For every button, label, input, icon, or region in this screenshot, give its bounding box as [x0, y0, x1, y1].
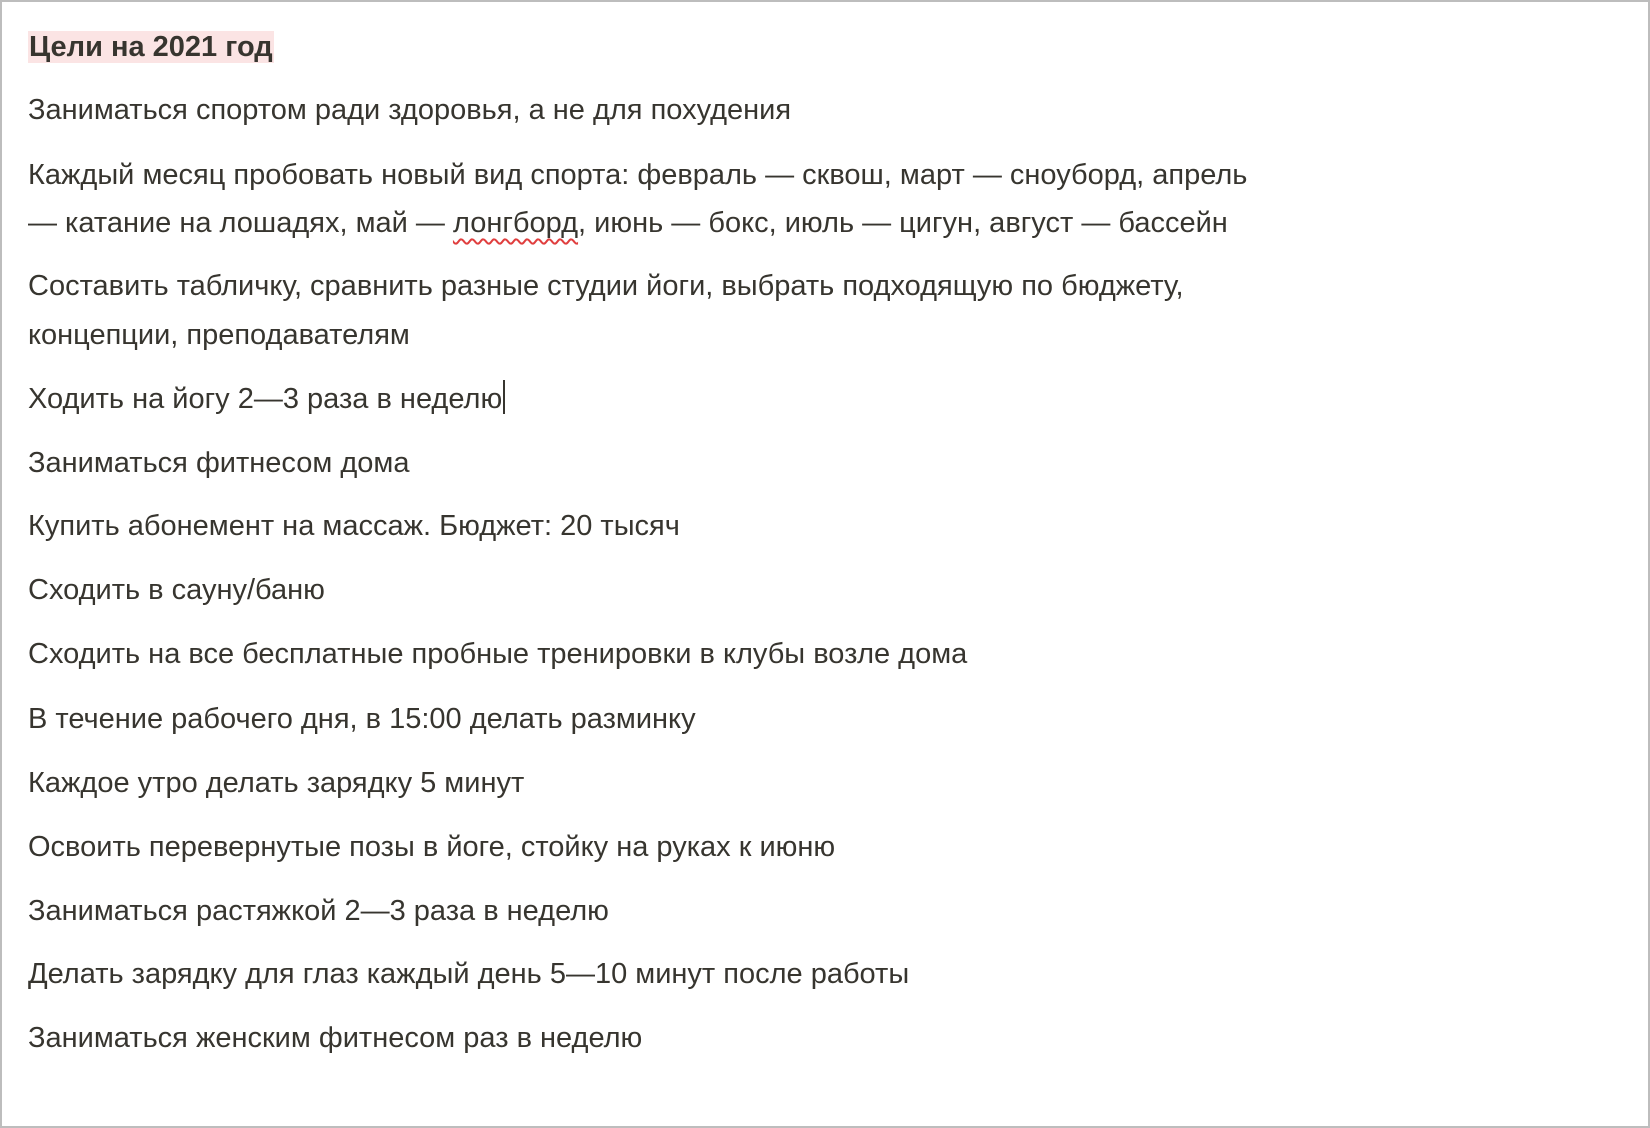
goal-text: Составить табличку, сравнить разные студии йоги, выбрать подходящую по бюджету,: [28, 270, 1184, 302]
page-title: Цели на 2021 год: [29, 31, 273, 63]
text-block-continuation[interactable]: [28, 199, 1228, 247]
text-block[interactable]: [28, 1014, 642, 1062]
text-block[interactable]: [28, 262, 1184, 310]
text-block[interactable]: [28, 950, 909, 998]
goal-text: Освоить перевернутые позы в йоге, стойку на руках к июню: [28, 831, 836, 863]
text-block[interactable]: [28, 439, 410, 487]
goal-text: Сходить в сауну/баню: [28, 574, 325, 606]
goal-text: Купить абонемент на массаж. Бюджет: 20 тысяч: [28, 510, 680, 542]
goal-text: Ходить на йогу 2—3 раза в неделю: [28, 383, 503, 415]
text-block[interactable]: [28, 887, 609, 935]
text-cursor: [503, 380, 505, 414]
goal-text: концепции, преподавателям: [28, 319, 410, 351]
text-block-continuation[interactable]: [28, 311, 410, 359]
text-block[interactable]: [28, 630, 967, 678]
text-block[interactable]: [28, 151, 1247, 199]
goal-text: Заниматься фитнесом дома: [28, 447, 410, 479]
goal-text: , июнь — бокс, июль — цигун, август — бассейн: [578, 207, 1228, 239]
goal-text: Каждый месяц пробовать новый вид спорта: февраль — сквош, март — сноуборд, апрель: [28, 159, 1248, 191]
goal-text: Заниматься спортом ради здоровья, а не для похудения: [28, 94, 792, 126]
text-block[interactable]: [28, 823, 835, 871]
goal-text: В течение рабочего дня, в 15:00 делать разминку: [28, 703, 696, 735]
text-block[interactable]: [28, 375, 505, 423]
text-block[interactable]: [28, 502, 680, 550]
heading-block[interactable]: [28, 23, 274, 71]
text-block[interactable]: [28, 566, 325, 614]
goal-text: Делать зарядку для глаз каждый день 5—10 минут после работы: [28, 958, 910, 990]
goal-text: Сходить на все бесплатные пробные тренировки в клубы возле дома: [28, 638, 968, 670]
goal-text: Каждое утро делать зарядку 5 минут: [28, 767, 525, 799]
goal-text: Заниматься растяжкой 2—3 раза в неделю: [28, 895, 609, 927]
goal-text: Заниматься женским фитнесом раз в неделю: [28, 1022, 643, 1054]
spellcheck-word[interactable]: лонгборд: [452, 207, 579, 239]
goal-text: — катание на лошадях, май —: [28, 207, 453, 239]
text-block[interactable]: [28, 759, 524, 807]
text-block[interactable]: [28, 695, 696, 743]
text-block[interactable]: [28, 86, 791, 134]
